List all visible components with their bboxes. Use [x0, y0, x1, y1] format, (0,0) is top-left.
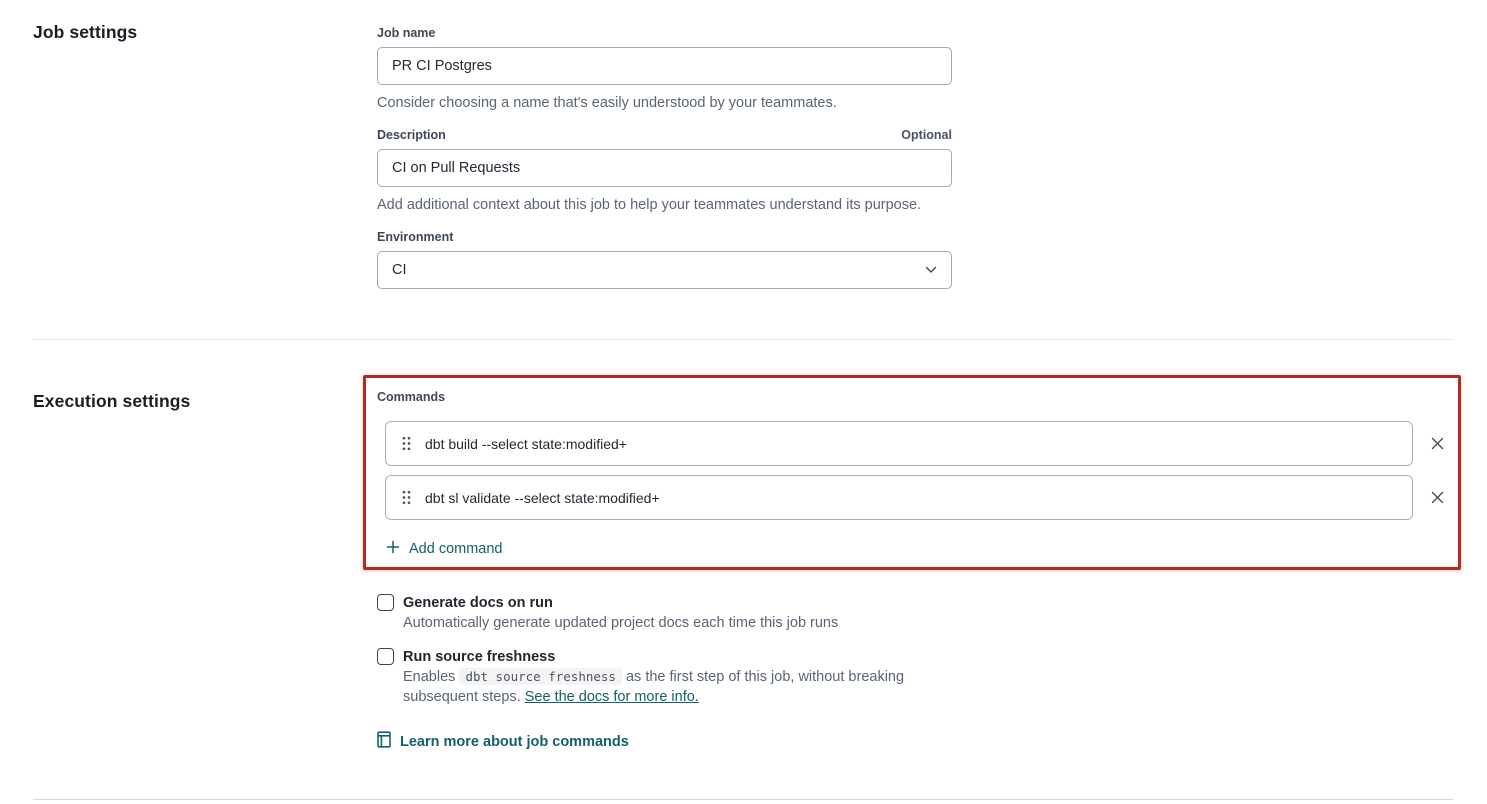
freshness-helper-text-2: as the first step of this job, without breaking subsequent steps.: [403, 669, 905, 705]
add-command-button[interactable]: [386, 540, 503, 558]
remove-command-button[interactable]: [1428, 435, 1446, 453]
environment-selected-value: CI: [392, 262, 407, 278]
run-source-freshness-group: [377, 647, 1487, 707]
generate-docs-group: [377, 593, 1487, 633]
command-row: [385, 475, 1458, 520]
job-settings-heading: Job settings: [33, 22, 138, 42]
drag-handle-icon[interactable]: [402, 490, 411, 505]
execution-settings-section: [0, 340, 1487, 753]
book-icon: [377, 731, 391, 752]
run-source-freshness-helper: [403, 667, 938, 707]
execution-settings-content: [377, 375, 1487, 753]
job-name-label: Job name: [377, 26, 436, 40]
bottom-divider: [33, 799, 1453, 800]
generate-docs-label[interactable]: Generate docs on run: [403, 595, 553, 611]
environment-field-group: [377, 230, 952, 289]
commands-label: Commands: [377, 390, 446, 404]
command-row: [385, 421, 1458, 466]
command-text: dbt sl validate --select state:modified+: [425, 489, 660, 506]
generate-docs-helper: Automatically generate updated project docs each time this job runs: [403, 615, 839, 631]
freshness-helper-text: Enables: [403, 669, 460, 685]
commands-highlighted-box: [363, 375, 1461, 570]
command-input[interactable]: [385, 475, 1413, 520]
description-field-group: [377, 128, 952, 214]
chevron-down-icon: [925, 262, 937, 278]
see-docs-link[interactable]: See the docs for more info.: [524, 689, 699, 705]
job-name-input[interactable]: [377, 47, 952, 85]
job-name-field-group: [377, 26, 952, 112]
description-input[interactable]: [377, 149, 952, 187]
environment-label: Environment: [377, 230, 454, 244]
generate-docs-checkbox[interactable]: [377, 594, 394, 611]
execution-settings-heading: Execution settings: [33, 391, 191, 411]
description-optional-badge: Optional: [901, 128, 952, 142]
learn-more-link[interactable]: [377, 731, 629, 752]
learn-more-label: Learn more about job commands: [400, 733, 629, 750]
description-label: Description: [377, 128, 446, 142]
run-source-freshness-checkbox[interactable]: [377, 648, 394, 665]
drag-handle-icon[interactable]: [402, 436, 411, 451]
plus-icon: [386, 540, 400, 558]
environment-select[interactable]: [377, 251, 952, 289]
add-command-label: Add command: [409, 541, 503, 557]
description-helper: Add additional context about this job to help your teammates understand its purpose.: [377, 197, 922, 213]
job-name-helper: Consider choosing a name that's easily understood by your teammates.: [377, 95, 837, 111]
run-source-freshness-label[interactable]: Run source freshness: [403, 649, 556, 665]
command-text: dbt build --select state:modified+: [425, 435, 627, 452]
dbt-source-freshness-code: dbt source freshness: [459, 668, 622, 685]
job-settings-section: [0, 0, 1487, 289]
job-settings-form: [377, 22, 952, 289]
remove-command-button[interactable]: [1428, 489, 1446, 507]
command-list: [385, 421, 1458, 520]
command-input[interactable]: [385, 421, 1413, 466]
